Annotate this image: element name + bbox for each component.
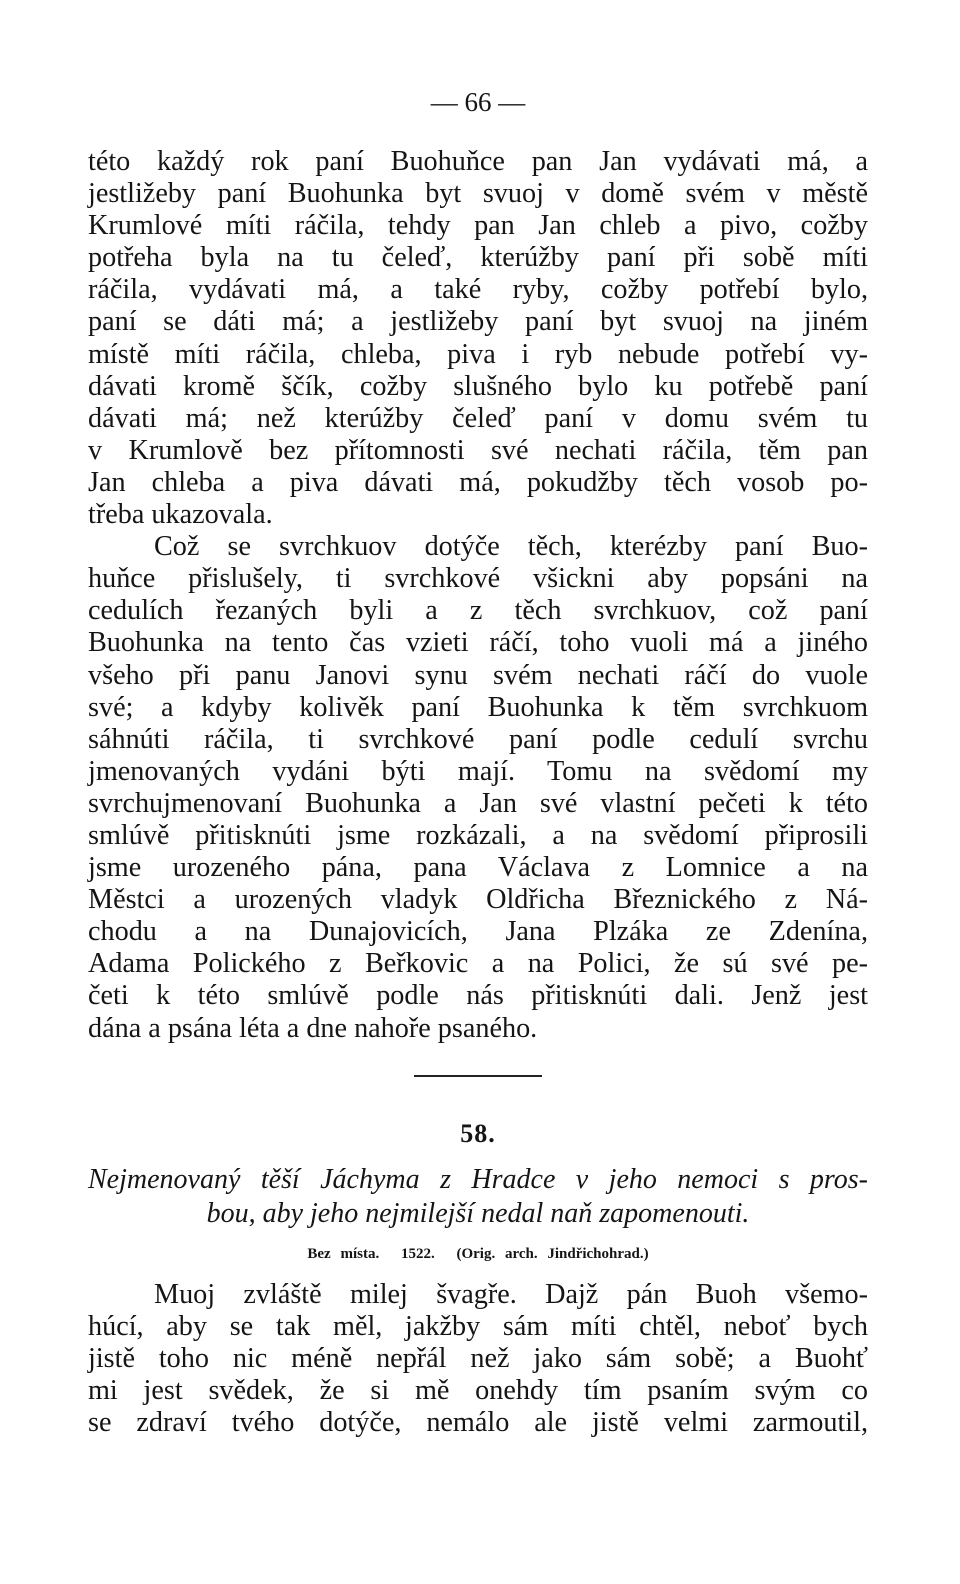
- text-line: se zdraví tvého dotýče, nemálo ale jistě velmi zarmoutil,: [88, 1407, 868, 1438]
- text-line: ráčila, vydávati má, a také ryby, cožby potřebí bylo,: [88, 274, 868, 306]
- source-place: Bez místa.: [307, 1245, 380, 1262]
- text-line: cedulích řezaných byli a z těch svrchkuov, což paní: [88, 595, 868, 627]
- text-line: své; a kdyby kolivěk paní Buohunka k těm svrchkuom: [88, 691, 868, 723]
- text-line: Jan chleba a piva dávati má, pokudžby těch vosob po-: [88, 466, 868, 498]
- section-divider: [414, 1075, 542, 1077]
- text-line: paní se dáti má; a jestližeby paní byt svuoj na jiném: [88, 306, 868, 338]
- title-line: Nejmenovaný těší Jáchyma z Hradce v jeho nemoci s pros-: [88, 1163, 868, 1195]
- text-line: všeho při panu Janovi synu svém nechati ráčí do vuole: [88, 659, 868, 691]
- text-line: húcí, aby se tak měl, jakžby sám míti chtěl, neboť bych: [88, 1310, 868, 1342]
- text-line: jestližeby paní Buohunka byt svuoj v domě svém v městě: [88, 178, 868, 210]
- text-line: huňce přislušely, ti svrchkové všickni aby popsáni na: [88, 563, 868, 595]
- text-line: dána a psána léta a dne nahoře psaného.: [88, 1012, 538, 1044]
- paragraph-1: [88, 146, 868, 531]
- text-line: místě míti ráčila, chleba, piva i ryb nebude potřebí vy-: [88, 338, 868, 370]
- text-line: Což se svrchkuov dotýče těch, kterézby paní Buo-: [154, 531, 868, 563]
- text-line: sáhnúti ráčila, ti svrchkové paní podle cedulí svrchu: [88, 723, 868, 755]
- text-line: dávati má; než kterúžby čeleď paní v domu svém tu: [88, 402, 868, 434]
- text-line: Městci a urozených vladyk Oldřicha Březnického z Ná-: [88, 884, 868, 916]
- paragraph-2: [88, 531, 868, 1045]
- title-line: bou, aby jeho nejmilejší nedal naň zapomenouti.: [206, 1197, 750, 1229]
- text-line: v Krumlově bez přítomnosti své nechati ráčila, těm pan: [88, 434, 868, 466]
- text-line: jistě toho nic méně nepřál než jako sám sobě; a Buohť: [88, 1342, 868, 1374]
- text-line: Muoj zvláště milej švagře. Dajž pán Buoh všemo-: [154, 1278, 868, 1310]
- text-line: potřeha byla na tu čeleď, kterúžby paní při sobě míti: [88, 242, 868, 274]
- text-line: smlúvě přitisknúti jsme rozkázali, a na svědomí připrosili: [88, 819, 868, 851]
- text-line: třeba ukazovala.: [88, 499, 273, 531]
- source-archive: (Orig. arch. Jindřichohrad.): [456, 1245, 649, 1262]
- text-line: četi k této smlúvě podle nás přitisknúti dali. Jenž jest: [88, 980, 868, 1012]
- text-line: Krumlové míti ráčila, tehdy pan Jan chleb a pivo, cožby: [88, 210, 868, 242]
- text-line: chodu a na Dunajovicích, Jana Plzáka ze Zdenína,: [88, 916, 868, 948]
- document-source: [88, 1243, 868, 1265]
- page-number: — 66 —: [430, 87, 526, 117]
- text-line: jsme urozeného pána, pana Václava z Lomnice a na: [88, 852, 868, 884]
- text-line: svrchujmenovaní Buohunka a Jan své vlastní pečeti k této: [88, 787, 868, 819]
- source-year: 1522.: [400, 1245, 435, 1262]
- document-number: 58.: [460, 1118, 496, 1148]
- text-line: dávati kromě ščík, cožby slušného bylo ku potřebě paní: [88, 370, 868, 402]
- paragraph-3: [88, 1279, 868, 1439]
- text-line: Buohunka na tento čas vzieti ráčí, toho vuoli má a jiného: [88, 627, 868, 659]
- text-line: mi jest svědek, že si mě onehdy tím psaním svým co: [88, 1374, 868, 1406]
- document-title: [88, 1163, 868, 1231]
- text-line: Adama Polického z Beřkovic a na Polici, že sú své pe-: [88, 948, 868, 980]
- text-line: jmenovaných vydáni býti mají. Tomu na svědomí my: [88, 755, 868, 787]
- page: [88, 84, 868, 1439]
- text-line: této každý rok paní Buohuňce pan Jan vydávati má, a: [88, 146, 868, 177]
